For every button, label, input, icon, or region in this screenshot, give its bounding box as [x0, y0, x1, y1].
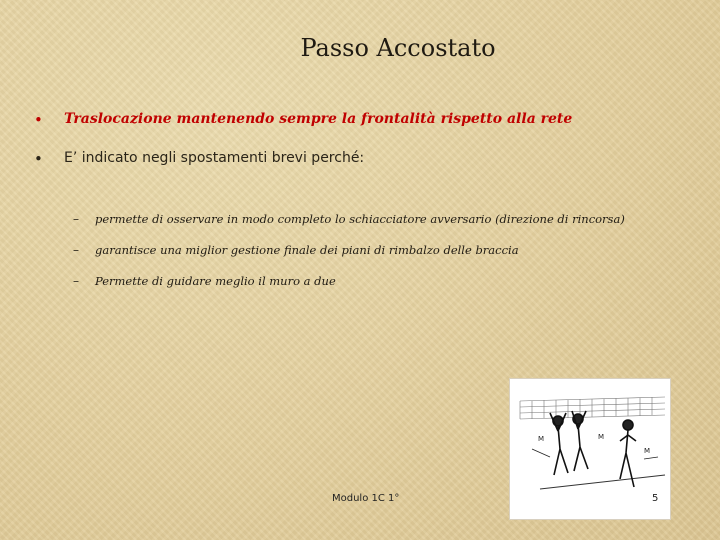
sub-bullet-text: garantisce una miglior gestione finale dei piani di rimbalzo delle braccia	[95, 243, 519, 257]
svg-text:M: M	[644, 447, 651, 455]
svg-text:M: M	[598, 433, 605, 441]
sub-bullet-marker: –	[73, 274, 79, 288]
sub-bullet-text: Permette di guidare meglio il muro a due	[95, 274, 336, 288]
bullet-marker: •	[34, 150, 43, 168]
sub-bullet-text: permette di osservare in modo completo lo schiacciatore avversario (direzione di rincorsa)	[95, 212, 625, 226]
sub-bullet-marker: –	[73, 212, 79, 226]
svg-text:M: M	[538, 435, 545, 443]
page-number: 5	[652, 493, 659, 504]
footer-text: Modulo 1C 1°	[332, 493, 400, 504]
slide-title: Passo Accostato	[300, 34, 496, 62]
bullet-text: E’ indicato negli spostamenti brevi perché:	[64, 150, 365, 166]
sub-bullet-marker: –	[73, 243, 79, 257]
bullet-marker: •	[34, 111, 43, 129]
bullet-text: Traslocazione mantenendo sempre la frontalità rispetto alla rete	[64, 111, 573, 127]
volleyball-illustration	[509, 378, 671, 520]
